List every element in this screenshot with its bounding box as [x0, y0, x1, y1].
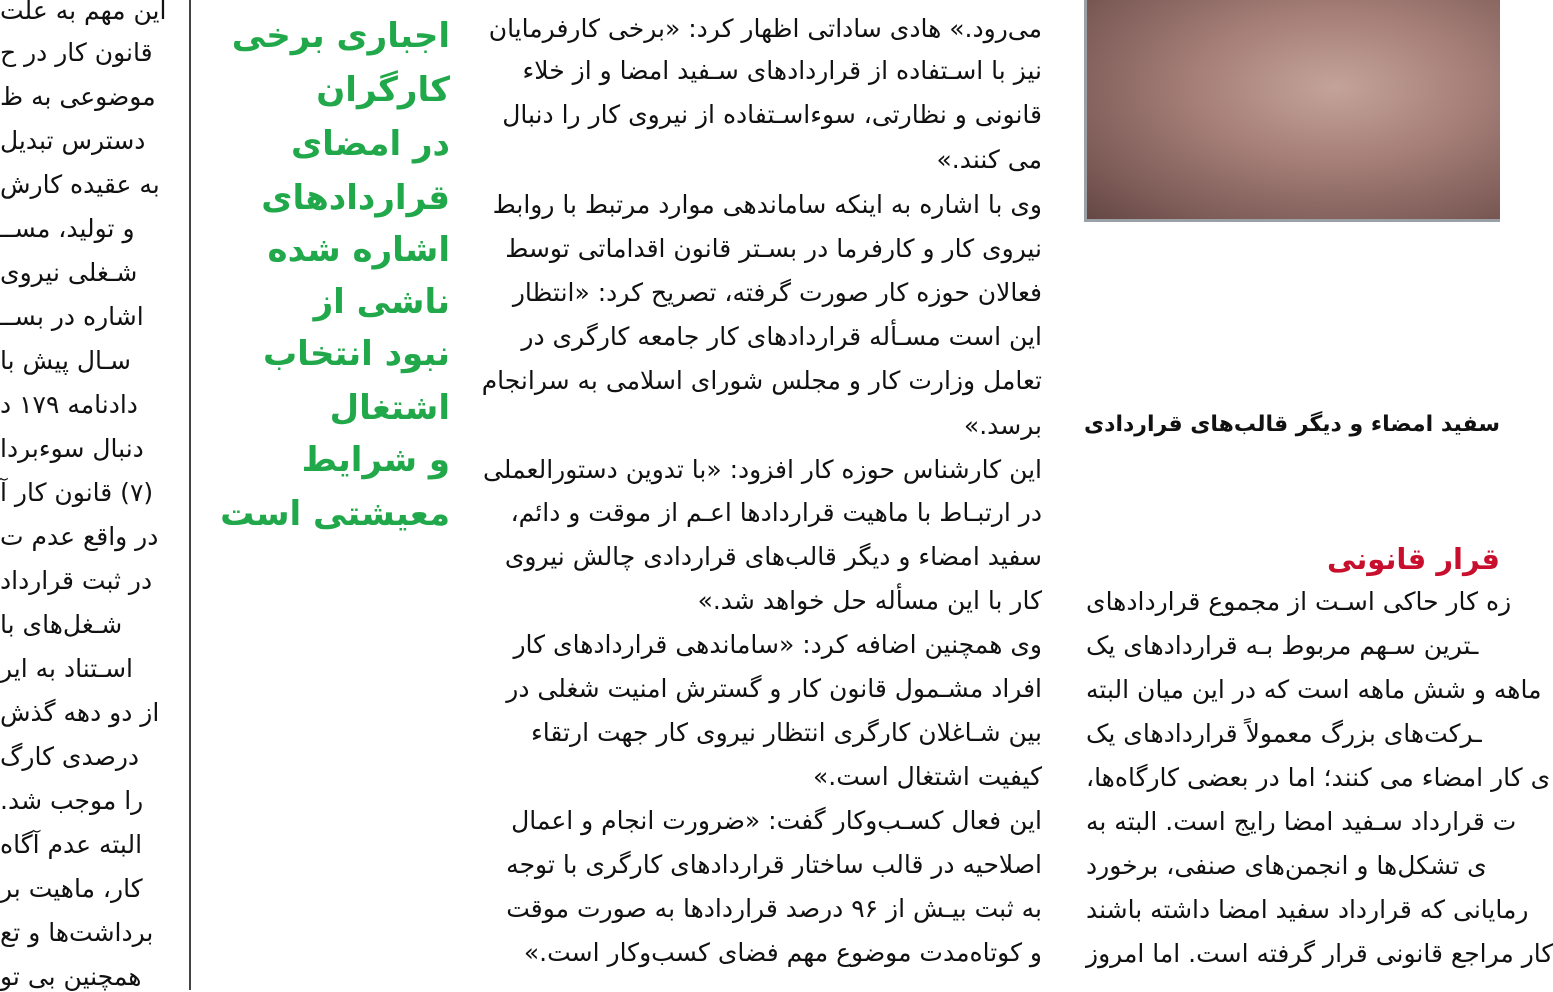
article-line: فعالان حوزه کار صورت گرفته، تصریح کرد: «انتظار	[512, 278, 1042, 307]
pull-quote-line: اجباری برخی	[231, 16, 450, 56]
photo-caption: سفید امضاء و دیگر قالب‌های قراردادی	[1084, 412, 1500, 437]
article-line: می‌رود.» هادی ساداتی اظهار کرد: «برخی کارفرمایان	[488, 14, 1042, 43]
article-line: وی با اشاره به اینکه ساماندهی موارد مرتبط با روابط	[492, 190, 1042, 219]
left-line: دسترس تبدیل	[0, 126, 146, 155]
right-line: ـرکت‌های بزرگ معمولاً قراردادهای یک	[1086, 719, 1482, 748]
right-line: ی تشکل‌ها و انجمن‌های صنفی، برخورد	[1086, 851, 1487, 880]
left-line: (۷) قانون کار آ	[0, 478, 154, 507]
left-line: دنبال سوءبردا	[0, 434, 144, 463]
left-line: دادنامه ۱۷۹ د	[0, 390, 138, 419]
left-line: در ثبت قرارداد	[0, 566, 153, 595]
article-line: به ثبت بیـش از ۹۶ درصد قراردادها به صورت موقت	[506, 894, 1042, 923]
pull-quote-line: در امضای	[291, 124, 450, 164]
left-line: و تولید، مســ	[0, 214, 135, 243]
article-line: کار با این مسأله حل خواهد شد.»	[697, 586, 1042, 615]
article-line: این کارشناس حوزه کار افزود: «با تدوین دستورالعملی	[482, 455, 1042, 484]
article-line: این فعال کسـب‌وکار گفت: «ضرورت انجام و اعمال	[511, 806, 1042, 835]
pull-quote-line: کارگران	[316, 70, 450, 110]
right-line: ت قرارداد سـفید امضا رایج است. البته به	[1086, 807, 1517, 836]
pull-quote-line: اشتغال	[329, 388, 450, 428]
left-column	[0, 0, 188, 990]
article-line: و کوتاه‌مدت موضوع مهم فضای کسب‌وکار است.»	[523, 938, 1042, 967]
right-line: زه کار حاکی اسـت از مجموع قراردادهای	[1086, 587, 1512, 616]
pull-quote-line: اشاره شده	[267, 230, 450, 270]
left-line: البته عدم آگاه	[0, 830, 143, 859]
left-line: را موجب شد.	[0, 786, 144, 815]
article-line: بین شـاغلان کارگری انتظار نیروی کار جهت ارتقاء	[531, 718, 1042, 747]
article-line: وی همچنین اضافه کرد: «ساماندهی قراردادهای کار	[513, 630, 1042, 659]
main-article-column	[481, 0, 1042, 990]
left-line: همچنین بی تو	[0, 962, 142, 991]
pull-quote-line: نبود انتخاب	[263, 334, 450, 374]
left-line: شـغلی نیروی	[0, 258, 138, 287]
article-line: در ارتبـاط با ماهیت قراردادها اعـم از موقت و دائم،	[510, 498, 1042, 527]
article-line: اصلاحیه در قالب ساختار قراردادهای کارگری با توجه	[506, 850, 1042, 879]
left-line: در واقع عدم ت	[0, 522, 159, 551]
article-line: سفید امضاء و دیگر قالب‌های قراردادی چالش نیروی	[504, 542, 1042, 571]
column-divider	[189, 0, 191, 990]
left-line: برداشت‌ها و تع	[0, 918, 154, 947]
article-line: نیروی کار و کارفرما در بسـتر قانون اقداماتی توسط	[505, 234, 1042, 263]
left-line: اسـتناد به ایر	[0, 654, 134, 683]
left-line: سـال پیش با	[0, 346, 131, 375]
article-line: می کنند.»	[936, 145, 1042, 174]
left-line: از دو دهه گذش	[0, 698, 160, 727]
pull-quote-line: معیشتی است	[220, 494, 450, 534]
article-line: برسد.»	[963, 411, 1042, 440]
pull-quote-line: و شرایط	[301, 440, 450, 480]
article-line: قانونی و نظارتی، سوءاسـتفاده از نیروی کار را دنبال	[502, 100, 1042, 129]
article-line: این است مسـأله قراردادهای کار جامعه کارگری در	[521, 322, 1042, 351]
left-line: موضوعی به ظ	[0, 82, 156, 111]
article-line: افراد مشـمول قانون کار و گسترش امنیت شغلی در	[506, 674, 1042, 703]
article-line: نیز با اسـتفاده از قراردادهای سـفید امضا و از خلاء	[522, 56, 1042, 85]
left-line: قانون کار در ح	[0, 38, 153, 67]
left-line: کار، ماهیت بر	[0, 874, 143, 903]
right-line: کار مراجع قانونی قرار گرفته است. اما امروز	[1086, 939, 1553, 968]
section-subhead: قرار قانونی	[1327, 542, 1500, 576]
left-line: به عقیده کارش	[0, 170, 160, 199]
left-line: اشاره در بســ	[0, 302, 144, 331]
left-line: درصدی کارگ	[0, 742, 140, 771]
pull-quote-line: ناشی از	[313, 282, 450, 322]
article-line: تعامل وزارت کار و مجلس شورای اسلامی به سرانجام	[481, 366, 1042, 395]
right-line: ماهه و شش ماهه است که در این میان البته	[1086, 675, 1542, 704]
right-line: ی کار امضاء می کنند؛ اما در بعضی کارگاه‌ها،	[1086, 763, 1551, 792]
right-line: ـترین سـهم مربوط بـه قراردادهای یک	[1086, 631, 1479, 660]
article-line: کیفیت اشتغال است.»	[812, 762, 1042, 791]
article-photo	[1084, 0, 1500, 222]
right-column	[1086, 585, 1553, 990]
left-line: شـغل‌های با	[0, 610, 123, 639]
left-line: این مهم به علت	[0, 0, 167, 25]
right-line: رمایانی که قرارداد سفید امضا داشته باشند	[1086, 895, 1529, 924]
pull-quote-line: قراردادهای	[261, 178, 450, 218]
